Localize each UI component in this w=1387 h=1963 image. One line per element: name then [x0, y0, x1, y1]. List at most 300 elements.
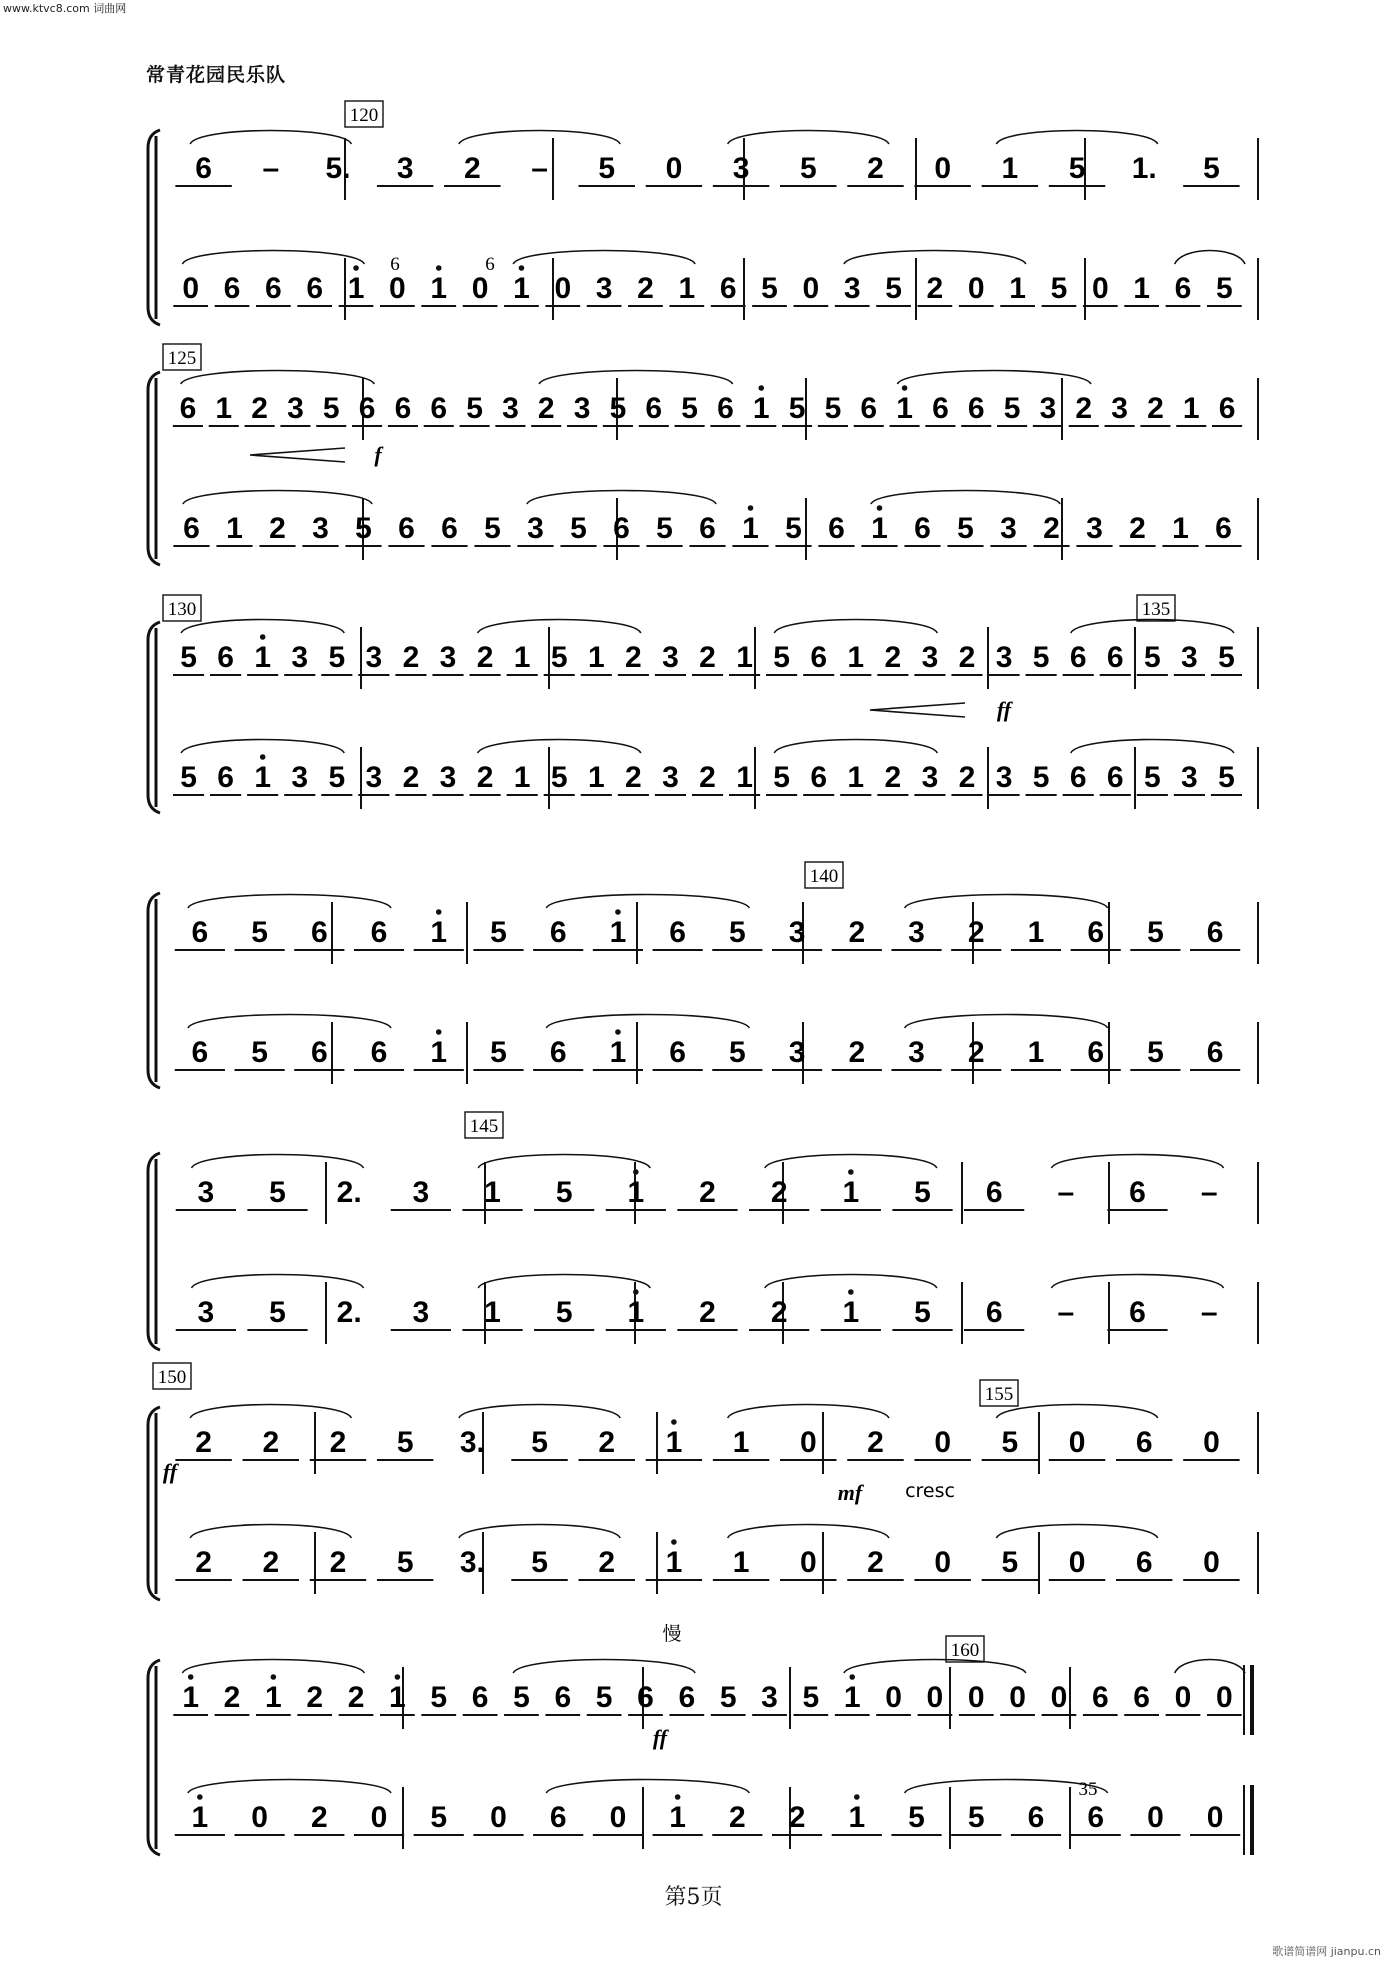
note-upper: 3 — [197, 1176, 215, 1209]
slur — [844, 251, 1026, 265]
note-lower: 2 — [625, 761, 642, 794]
note-lower: 3. — [459, 1546, 485, 1579]
note-lower: 6 — [217, 761, 234, 794]
note-upper: 1 — [609, 916, 627, 949]
note-lower: 5 — [555, 1296, 573, 1329]
note-upper: – — [262, 152, 280, 185]
note-lower: 5 — [1215, 272, 1233, 305]
note-lower: 6 — [1087, 1036, 1105, 1069]
note-upper: 0 — [1050, 1681, 1068, 1714]
slur — [513, 251, 695, 265]
note-upper: 6 — [1133, 1681, 1150, 1714]
note-lower: 3 — [995, 761, 1013, 794]
note-upper: 6 — [717, 392, 734, 425]
note-lower: 6 — [370, 1036, 388, 1069]
dynamic-ff: ff — [162, 1459, 178, 1484]
note-upper: 2 — [967, 916, 985, 949]
measure-number: 150 — [157, 1367, 187, 1388]
note-lower: 6 — [669, 1036, 686, 1069]
note-lower: 6 — [398, 512, 415, 545]
note-lower: 2 — [329, 1546, 347, 1579]
note-lower: 2 — [967, 1036, 985, 1069]
note-upper: 6 — [1087, 916, 1105, 949]
note-lower: 1 — [848, 1801, 866, 1834]
note-upper: 1 — [752, 392, 770, 425]
note-lower: 6 — [223, 272, 241, 305]
note-lower: 5 — [1050, 272, 1068, 305]
note-upper: 2 — [770, 1176, 788, 1209]
system-bracket — [148, 893, 160, 1088]
note-upper: 2 — [464, 152, 481, 185]
slur — [996, 1405, 1157, 1419]
note-lower: 1 — [742, 512, 759, 545]
note-upper: 0 — [926, 1681, 944, 1714]
note-upper: 6 — [985, 1176, 1003, 1209]
slur — [774, 740, 937, 754]
note-upper: 6 — [191, 916, 209, 949]
high-octave-dot — [260, 634, 266, 640]
note-lower: 2 — [926, 272, 944, 305]
slur — [728, 1405, 889, 1419]
note-lower: 6 — [613, 512, 630, 545]
note-upper: 5. — [325, 152, 351, 185]
note-upper: 2 — [195, 1426, 212, 1459]
note-lower: 5 — [914, 1296, 931, 1329]
note-lower: 1 — [665, 1546, 683, 1579]
note-upper: 0 — [967, 1681, 985, 1714]
note-upper: 5 — [1003, 392, 1021, 425]
note-lower: 5 — [885, 272, 902, 305]
note-upper: 3 — [921, 641, 939, 674]
note-upper: 3 — [573, 392, 591, 425]
note-lower: 0 — [182, 272, 200, 305]
slur — [478, 620, 641, 634]
measure-number: 130 — [167, 599, 197, 620]
slur — [871, 491, 1060, 505]
note-upper: 3. — [459, 1426, 485, 1459]
note-lower: 5 — [1143, 761, 1161, 794]
note-lower: 3 — [197, 1296, 215, 1329]
note-upper: 1 — [665, 1426, 683, 1459]
note-lower: 6 — [441, 512, 458, 545]
note-lower: 1 — [191, 1801, 209, 1834]
note-lower: 2 — [195, 1546, 212, 1579]
note-lower: 0 — [934, 1546, 951, 1579]
note-upper: 5 — [396, 1426, 414, 1459]
slur — [181, 740, 344, 754]
note-lower: 3 — [1086, 512, 1103, 545]
note-upper: 3 — [291, 641, 309, 674]
note-lower: 6 — [1129, 1296, 1146, 1329]
note-lower: 5 — [550, 761, 568, 794]
note-upper: 1 — [1027, 916, 1045, 949]
note-lower: 6 — [699, 512, 716, 545]
note-upper: 0 — [799, 1426, 817, 1459]
high-octave-dot — [260, 754, 266, 760]
note-upper: 2 — [251, 392, 268, 425]
note-lower: 3 — [1181, 761, 1198, 794]
note-lower: 5 — [180, 761, 197, 794]
note-lower: 5 — [430, 1801, 448, 1834]
note-lower: 5 — [1032, 761, 1050, 794]
note-upper: 3 — [761, 1681, 778, 1714]
note-lower: 2 — [788, 1801, 806, 1834]
note-upper: 2 — [329, 1426, 347, 1459]
note-upper: 2 — [347, 1681, 365, 1714]
note-upper: 6 — [370, 916, 388, 949]
note-upper: 2 — [598, 1426, 616, 1459]
note-lower: 1 — [736, 761, 753, 794]
note-upper: 6 — [810, 641, 828, 674]
note-lower: 0 — [490, 1801, 507, 1834]
score-notes — [173, 131, 1245, 1836]
note-upper: 5 — [598, 152, 616, 185]
note-lower: 0 — [251, 1801, 268, 1834]
slur — [905, 895, 1108, 909]
slur — [527, 491, 716, 505]
note-upper: 1 — [627, 1176, 645, 1209]
note-upper: 5 — [1001, 1426, 1019, 1459]
note-lower: 3 — [1000, 512, 1017, 545]
note-upper: 6 — [217, 641, 234, 674]
note-upper: 1 — [513, 641, 531, 674]
note-upper: 1 — [215, 392, 233, 425]
note-lower: 5 — [355, 512, 372, 545]
note-lower: 3 — [662, 761, 679, 794]
note-lower: 2 — [1129, 512, 1146, 545]
note-upper: 5 — [681, 392, 698, 425]
high-octave-dot — [197, 1794, 203, 1800]
note-lower: 1 — [871, 512, 888, 545]
note-lower: 2 — [310, 1801, 328, 1834]
note-upper: 3 — [995, 641, 1013, 674]
note-upper: 0 — [934, 1426, 951, 1459]
note-upper: 3 — [1111, 392, 1128, 425]
note-lower: 5 — [656, 512, 673, 545]
note-upper: – — [1057, 1176, 1075, 1209]
note-upper: 6 — [554, 1681, 572, 1714]
note-lower: 3 — [595, 272, 613, 305]
measure-number: 120 — [349, 105, 379, 126]
note-lower: 1 — [430, 1036, 448, 1069]
note-lower: 6 — [306, 272, 324, 305]
note-lower: 2 — [402, 761, 420, 794]
system-bracket — [148, 130, 160, 325]
high-octave-dot — [633, 1289, 639, 1295]
note-lower: 6 — [1027, 1801, 1045, 1834]
note-lower: 5 — [957, 512, 974, 545]
note-lower: – — [1200, 1296, 1218, 1329]
note-upper: 2 — [1147, 392, 1164, 425]
crescendo-hairpin — [870, 703, 965, 717]
note-upper: 2 — [537, 392, 555, 425]
slur — [181, 371, 375, 385]
note-lower: 1 — [669, 1801, 686, 1834]
note-lower: 1 — [347, 272, 365, 305]
note-lower: 2 — [637, 272, 654, 305]
measure-number: 160 — [950, 1640, 980, 1661]
slur — [513, 1660, 695, 1674]
high-octave-dot — [877, 505, 883, 511]
note-upper: 3 — [788, 916, 806, 949]
slur — [188, 1015, 391, 1029]
dynamic-ff: ff — [996, 697, 1012, 722]
note-lower: 6 — [183, 512, 200, 545]
note-upper: 6 — [471, 1681, 489, 1714]
note-upper: 6 — [1129, 1176, 1146, 1209]
note-upper: 5 — [1032, 641, 1050, 674]
note-upper: 1 — [732, 1426, 750, 1459]
note-upper: 0 — [1215, 1681, 1233, 1714]
note-lower: 5 — [490, 1036, 507, 1069]
note-upper: 2 — [1075, 392, 1093, 425]
system-bracket — [148, 1407, 160, 1600]
note-upper: 5 — [555, 1176, 573, 1209]
note-upper: 0 — [885, 1681, 902, 1714]
note-lower: 3 — [365, 761, 383, 794]
note-lower: 1 — [1133, 272, 1150, 305]
note-upper: 5 — [550, 641, 568, 674]
note-lower: 1 — [484, 1296, 501, 1329]
ensemble-name: 常青花园民乐队 — [146, 64, 287, 86]
note-upper: 1 — [254, 641, 272, 674]
note-lower: 6 — [1135, 1546, 1153, 1579]
note-upper: 3 — [1181, 641, 1198, 674]
system-bracket — [148, 622, 160, 813]
note-upper: 6 — [932, 392, 949, 425]
note-lower: 5 — [570, 512, 587, 545]
note-upper: 5 — [1143, 641, 1161, 674]
note-upper: 2 — [867, 1426, 884, 1459]
note-lower: 5 — [908, 1801, 925, 1834]
note-lower: 5 — [773, 761, 790, 794]
note-upper: 6 — [669, 916, 686, 949]
score-annotations — [153, 101, 1252, 1855]
high-octave-dot — [395, 1674, 401, 1680]
note-upper: 5 — [531, 1426, 548, 1459]
note-lower: 3 — [843, 272, 861, 305]
slur — [1052, 1155, 1224, 1169]
note-lower: 6 — [549, 1801, 567, 1834]
measure-number: 125 — [167, 348, 197, 369]
note-upper: 1 — [587, 641, 605, 674]
note-upper: 5 — [251, 916, 268, 949]
note-upper: 3 — [662, 641, 679, 674]
note-lower: 6 — [985, 1296, 1003, 1329]
note-upper: 5 — [466, 392, 483, 425]
note-lower: 5 — [1147, 1036, 1164, 1069]
note-upper: 2 — [699, 1176, 716, 1209]
note-upper: 2 — [867, 152, 884, 185]
note-lower: 0 — [370, 1801, 388, 1834]
note-lower: 0 — [389, 272, 406, 305]
note-upper: 3 — [732, 152, 750, 185]
note-upper: 5 — [1218, 641, 1235, 674]
slur — [546, 1780, 749, 1794]
slur — [192, 1275, 364, 1289]
note-lower: 0 — [1206, 1801, 1224, 1834]
note-lower: 6 — [1106, 761, 1124, 794]
note-upper: 2 — [476, 641, 494, 674]
note-upper: 6 — [1091, 1681, 1109, 1714]
note-lower: 6 — [310, 1036, 328, 1069]
high-octave-dot — [519, 265, 525, 271]
note-upper: 1 — [847, 641, 865, 674]
slur — [996, 1525, 1157, 1539]
high-octave-dot — [675, 1794, 681, 1800]
dynamic-mf: mf — [837, 1480, 863, 1505]
note-lower: 0 — [1068, 1546, 1086, 1579]
note-upper: 3 — [439, 641, 457, 674]
note-upper: 5 — [802, 1681, 820, 1714]
expression-slow: 慢 — [662, 1623, 682, 1645]
dynamic-f: f — [374, 442, 382, 467]
note-lower: 2 — [598, 1546, 616, 1579]
note-lower: 6 — [914, 512, 931, 545]
note-lower: 0 — [967, 272, 985, 305]
note-upper: 6 — [1218, 392, 1236, 425]
note-upper: 5 — [595, 1681, 613, 1714]
slur — [459, 131, 620, 145]
note-upper: 3 — [365, 641, 383, 674]
slur — [546, 1015, 749, 1029]
note-lower: 3 — [527, 512, 544, 545]
high-octave-dot — [353, 265, 359, 271]
note-lower: 1 — [226, 512, 243, 545]
note-lower: 6 — [1087, 1801, 1105, 1834]
note-upper: 2 — [223, 1681, 241, 1714]
note-lower: 6 — [828, 512, 845, 545]
note-lower: 6 — [810, 761, 828, 794]
note-lower: 5 — [967, 1801, 985, 1834]
note-lower: 5 — [1218, 761, 1235, 794]
note-upper: 3 — [396, 152, 414, 185]
note-upper: 6 — [1206, 916, 1224, 949]
high-octave-dot — [436, 265, 442, 271]
note-lower: 1 — [847, 761, 865, 794]
high-octave-dot — [848, 1169, 854, 1175]
note-lower: 1 — [678, 272, 696, 305]
note-upper: 3 — [412, 1176, 430, 1209]
note-lower: 5 — [531, 1546, 548, 1579]
note-lower: 1 — [513, 761, 531, 794]
slur — [182, 1660, 364, 1674]
note-upper: 6 — [394, 392, 412, 425]
note-lower: – — [1057, 1296, 1075, 1329]
high-octave-dot — [848, 1289, 854, 1295]
slur — [765, 1155, 937, 1169]
note-lower: 0 — [1147, 1801, 1164, 1834]
note-lower: 2 — [262, 1546, 280, 1579]
note-upper: 1 — [896, 392, 913, 425]
slur — [728, 131, 889, 145]
note-upper: 1 — [1001, 152, 1019, 185]
note-upper: 5 — [180, 641, 197, 674]
note-lower: 0 — [802, 272, 820, 305]
note-upper: – — [1200, 1176, 1218, 1209]
note-lower: 2 — [848, 1036, 866, 1069]
note-upper: 5 — [788, 392, 806, 425]
note-lower: 2 — [699, 761, 716, 794]
note-upper: 2 — [306, 1681, 324, 1714]
note-upper: 1 — [430, 916, 448, 949]
note-upper: 0 — [1174, 1681, 1192, 1714]
note-upper: 6 — [860, 392, 878, 425]
note-lower: 5 — [396, 1546, 414, 1579]
note-upper: 2. — [336, 1176, 362, 1209]
note-upper: 3 — [1039, 392, 1057, 425]
slur — [1071, 740, 1234, 754]
note-upper: 5 — [490, 916, 507, 949]
note-lower: 0 — [799, 1546, 817, 1579]
note-lower: 6 — [1206, 1036, 1224, 1069]
note-lower: 1 — [1009, 272, 1026, 305]
grace-note: 35 — [1078, 1779, 1098, 1800]
note-lower: 2 — [476, 761, 494, 794]
measure-number: 140 — [809, 866, 839, 887]
note-upper: 6 — [195, 152, 212, 185]
high-octave-dot — [615, 909, 621, 915]
note-lower: 2. — [336, 1296, 362, 1329]
slur — [728, 1525, 889, 1539]
slur — [478, 1155, 650, 1169]
grace-note: 6 — [390, 254, 400, 275]
note-upper: 3 — [502, 392, 519, 425]
site-watermark-top: www.ktvc8.com 词曲网 — [3, 2, 127, 15]
note-lower: 1 — [732, 1546, 750, 1579]
note-lower: 6 — [191, 1036, 209, 1069]
note-upper: 1 — [389, 1681, 406, 1714]
note-lower: 5 — [729, 1036, 746, 1069]
note-upper: 0 — [1203, 1426, 1220, 1459]
high-octave-dot — [633, 1169, 639, 1175]
slur — [1175, 251, 1245, 265]
slur — [181, 620, 344, 634]
note-lower: 2 — [729, 1801, 746, 1834]
slur — [188, 895, 391, 909]
high-octave-dot — [849, 1674, 855, 1680]
note-lower: 5 — [484, 512, 501, 545]
note-upper: 0 — [665, 152, 683, 185]
note-upper: 6 — [430, 392, 448, 425]
note-lower: 6 — [1174, 272, 1192, 305]
note-upper: 1 — [182, 1681, 200, 1714]
slur — [192, 1155, 364, 1169]
note-upper: 5 — [799, 152, 817, 185]
slur — [190, 131, 351, 145]
note-lower: 6 — [719, 272, 737, 305]
note-upper: 2 — [958, 641, 976, 674]
note-lower: 3 — [788, 1036, 806, 1069]
note-lower: 1 — [254, 761, 272, 794]
note-upper: 5 — [729, 916, 746, 949]
slur — [188, 1780, 391, 1794]
note-upper: 0 — [934, 152, 951, 185]
note-lower: 5 — [785, 512, 802, 545]
note-lower: 5 — [328, 761, 346, 794]
note-upper: 1. — [1131, 152, 1157, 185]
note-upper: 5 — [1203, 152, 1220, 185]
page-number: 第5页 — [664, 1885, 723, 1910]
high-octave-dot — [671, 1539, 677, 1545]
note-lower: 2 — [884, 761, 902, 794]
note-lower: 3 — [921, 761, 939, 794]
note-upper: 6 — [310, 916, 328, 949]
note-lower: 3 — [908, 1036, 925, 1069]
note-lower: 1 — [842, 1296, 860, 1329]
note-lower: 1 — [430, 272, 448, 305]
note-lower: 2 — [867, 1546, 884, 1579]
